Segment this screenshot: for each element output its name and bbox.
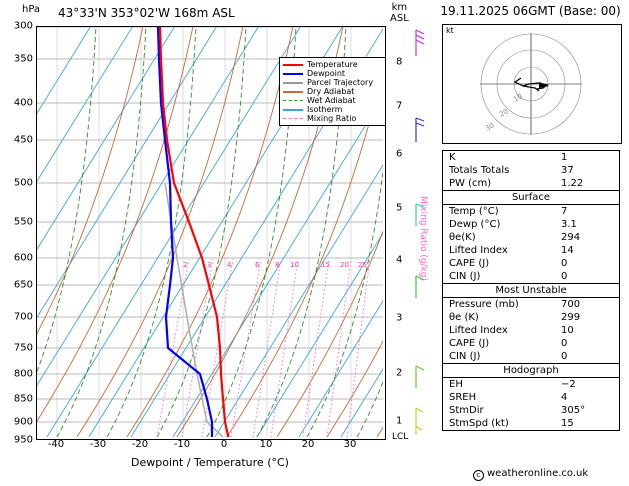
kmtick-2: 2	[396, 367, 403, 379]
row-value: 299	[561, 312, 581, 323]
row-value: 0	[561, 338, 568, 349]
legend-label-dewpoint: Dewpoint	[307, 69, 346, 78]
table-row	[443, 257, 619, 270]
legend-swatch-parcel	[283, 82, 303, 84]
legend	[279, 57, 386, 126]
row-value: 0	[561, 351, 568, 362]
pressure-axis	[0, 20, 36, 446]
ytick-450: 450	[13, 134, 33, 146]
wind-barb-surface	[416, 426, 422, 435]
legend-swatch-wet-adiabat	[283, 100, 303, 101]
table-row	[443, 417, 619, 430]
row-value: 305°	[561, 405, 586, 416]
indices-table-surface	[442, 190, 620, 283]
table-row	[443, 378, 619, 391]
row-value: 14	[561, 245, 574, 256]
legend-item-isotherm	[283, 105, 386, 114]
kmtick-4: 4	[396, 254, 403, 266]
legend-label-parcel: Parcel Trajectory	[307, 78, 374, 87]
svg-text:20: 20	[498, 107, 510, 119]
legend-item-temperature	[283, 60, 386, 69]
kmtick-7: 7	[396, 100, 403, 112]
ytick-800: 800	[13, 368, 33, 380]
xtick--10: -10	[173, 439, 191, 450]
table-row	[443, 164, 619, 177]
copyright-icon: c	[473, 470, 484, 481]
height-unit-label	[390, 2, 409, 24]
temperature-line	[160, 27, 229, 437]
hodograph-plot	[443, 25, 619, 141]
row-key: Lifted Index	[449, 245, 508, 256]
height-unit-km: km	[391, 2, 408, 13]
legend-label-dry-adiabat: Dry Adiabat	[307, 87, 355, 96]
lcl-label: LCL	[392, 432, 409, 442]
xtick--20: -20	[131, 439, 149, 450]
svg-text:8: 8	[275, 261, 280, 269]
xtick--30: -30	[89, 439, 107, 450]
ytick-500: 500	[13, 177, 33, 189]
legend-item-dry-adiabat	[283, 87, 386, 96]
legend-item-wet-adiabat	[283, 96, 386, 105]
table-row	[443, 270, 619, 283]
indices-table-general	[442, 150, 620, 190]
credit-text: weatheronline.co.uk	[486, 468, 589, 479]
legend-item-mixing-ratio	[283, 114, 386, 123]
row-value: 15	[561, 418, 574, 429]
svg-text:25: 25	[358, 261, 367, 269]
table-row	[443, 324, 619, 337]
row-key: Lifted Index	[449, 325, 508, 336]
row-key: StmDir	[449, 405, 484, 416]
table-row	[443, 298, 619, 311]
ytick-700: 700	[13, 311, 33, 323]
hodograph-unit-label: kt	[446, 26, 454, 35]
ytick-350: 350	[13, 53, 33, 65]
legend-label-temperature: Temperature	[307, 60, 358, 69]
kmtick-1: 1	[396, 415, 403, 427]
table-row	[443, 350, 619, 363]
ytick-550: 550	[13, 216, 33, 228]
legend-swatch-mixing-ratio	[283, 118, 303, 119]
row-key: K	[449, 152, 456, 163]
table-row	[443, 311, 619, 324]
wind-barb-column	[408, 26, 430, 436]
legend-label-mixing-ratio: Mixing Ratio	[307, 114, 357, 123]
wind-barb-600	[416, 204, 424, 226]
row-value: 700	[561, 299, 581, 310]
kmtick-6: 6	[396, 148, 403, 160]
row-value: 0	[561, 271, 568, 282]
row-key: CIN (J)	[449, 351, 481, 362]
wind-barb-500	[416, 118, 424, 142]
svg-text:20: 20	[340, 261, 349, 269]
wind-barb-800	[416, 366, 424, 388]
legend-label-isotherm: Isotherm	[307, 105, 343, 114]
legend-swatch-temperature	[283, 64, 303, 66]
ytick-950: 950	[13, 434, 33, 446]
row-value: 1	[561, 152, 568, 163]
info-column	[432, 0, 629, 486]
svg-text:4: 4	[227, 261, 232, 269]
mixing-ratio-axis-label: Mixing Ratio (g/kg)	[418, 196, 428, 282]
legend-swatch-isotherm	[283, 109, 303, 111]
row-key: PW (cm)	[449, 178, 492, 189]
pressure-unit-label: hPa	[22, 4, 41, 15]
table-row	[443, 218, 619, 231]
wind-barb-300	[416, 30, 424, 56]
indices-table-most-unstable	[442, 283, 620, 363]
row-key: SREH	[449, 392, 477, 403]
row-value: 7	[561, 206, 568, 217]
table-row	[443, 231, 619, 244]
row-key: Pressure (mb)	[449, 299, 519, 310]
row-value: −2	[561, 379, 576, 390]
legend-swatch-dry-adiabat	[283, 91, 303, 93]
row-key: θe (K)	[449, 312, 479, 323]
table-row	[443, 404, 619, 417]
row-key: CIN (J)	[449, 271, 481, 282]
svg-text:3: 3	[207, 261, 212, 269]
xtick-0: 0	[220, 439, 228, 450]
station-title: 43°33'N 353°02'W 168m ASL	[58, 6, 235, 20]
svg-text:10: 10	[512, 92, 524, 104]
kmtick-5: 5	[396, 202, 403, 214]
row-key: θe(K)	[449, 232, 476, 243]
wind-barb-700	[416, 276, 424, 298]
legend-label-wet-adiabat: Wet Adiabat	[307, 96, 356, 105]
svg-text:30: 30	[484, 121, 496, 133]
row-key: CAPE (J)	[449, 258, 490, 269]
xtick--40: -40	[47, 439, 65, 450]
row-key: Dewp (°C)	[449, 219, 501, 230]
row-value: 4	[561, 392, 568, 403]
kmtick-3: 3	[396, 312, 403, 324]
ytick-850: 850	[13, 393, 33, 405]
mixing-ratio-value-labels	[183, 261, 367, 269]
section-title-most-unstable: Most Unstable	[443, 284, 619, 298]
xaxis-title: Dewpoint / Temperature (°C)	[131, 456, 289, 469]
legend-item-parcel	[283, 78, 386, 87]
height-scale-column	[384, 26, 432, 442]
ytick-650: 650	[13, 279, 33, 291]
table-row	[443, 205, 619, 218]
table-row	[443, 391, 619, 404]
hodograph-panel	[442, 24, 622, 144]
row-key: Totals Totals	[449, 165, 510, 176]
table-row	[443, 151, 619, 164]
ytick-400: 400	[13, 97, 33, 109]
section-title-hodograph: Hodograph	[443, 364, 619, 378]
temperature-axis	[36, 438, 384, 454]
indices-tables	[442, 150, 620, 431]
ytick-600: 600	[13, 252, 33, 264]
legend-swatch-dewpoint	[283, 73, 303, 75]
svg-text:10: 10	[290, 261, 299, 269]
table-row	[443, 244, 619, 257]
ytick-300: 300	[13, 20, 33, 32]
row-value: 10	[561, 325, 574, 336]
row-value: 1.22	[561, 178, 584, 189]
xtick-30: 30	[343, 439, 357, 450]
row-key: Temp (°C)	[449, 206, 499, 217]
table-row	[443, 337, 619, 350]
row-value: 37	[561, 165, 574, 176]
section-title-surface: Surface	[443, 191, 619, 205]
ytick-900: 900	[13, 416, 33, 428]
wind-barb-900	[416, 408, 423, 426]
credit	[432, 468, 629, 481]
row-key: EH	[449, 379, 463, 390]
row-key: StmSpd (kt)	[449, 418, 509, 429]
indices-table-hodograph	[442, 363, 620, 431]
row-value: 294	[561, 232, 581, 243]
table-row	[443, 177, 619, 190]
row-key: CAPE (J)	[449, 338, 490, 349]
xtick-20: 20	[301, 439, 315, 450]
run-datetime-title: 19.11.2025 06GMT (Base: 00)	[440, 4, 621, 18]
ytick-750: 750	[13, 342, 33, 354]
skewt-plot-area	[36, 26, 386, 440]
kmtick-8: 8	[396, 56, 403, 68]
legend-item-dewpoint	[283, 69, 386, 78]
svg-text:15: 15	[321, 261, 330, 269]
svg-text:6: 6	[255, 261, 260, 269]
row-value: 0	[561, 258, 568, 269]
xtick-10: 10	[259, 439, 273, 450]
height-unit-asl: ASL	[390, 13, 409, 24]
svg-text:2: 2	[183, 261, 188, 269]
row-value: 3.1	[561, 219, 577, 230]
